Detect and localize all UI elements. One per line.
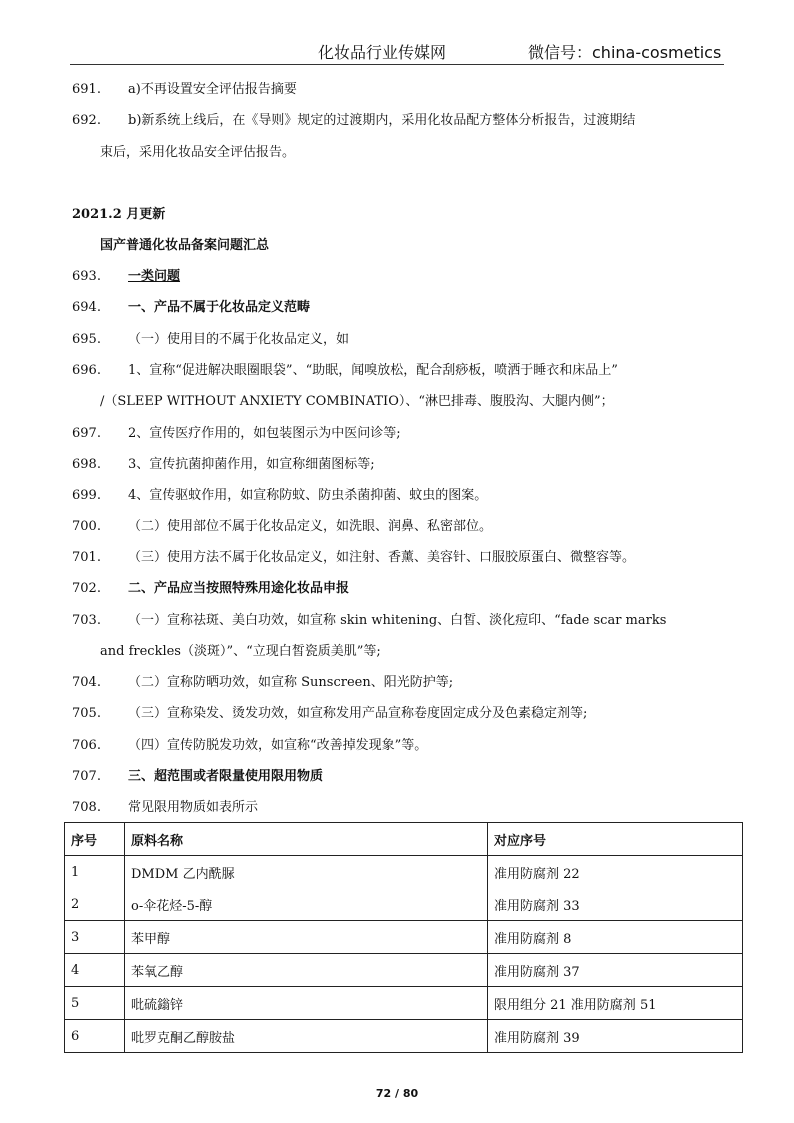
item-number: 694.: [72, 300, 101, 315]
item-number: 700.: [72, 519, 101, 534]
table-cell: 3: [65, 921, 125, 954]
table-cell: 准用防腐剂 33: [488, 888, 743, 921]
item-number: 699.: [72, 488, 101, 503]
table-cell: 6: [65, 1020, 125, 1053]
item-text: （四）宣传防脱发功效，如宣称“改善掉发现象”等。: [128, 738, 428, 753]
table-cell: 苯甲醇: [125, 921, 488, 954]
table-header-row: [65, 823, 743, 856]
item-number: 702.: [72, 581, 101, 596]
item-text: 1、宣称“促进解决眼圈眼袋”、“助眠，闻嗅放松，配合刮痧板，喷洒于睡衣和床品上”: [128, 363, 618, 378]
table-cell: DMDM 乙内酰脲: [125, 856, 488, 889]
subsection-heading: 一、产品不属于化妆品定义范畴: [128, 300, 311, 315]
table-row: [65, 987, 743, 1020]
item-number: 698.: [72, 457, 101, 472]
item-number: 703.: [72, 613, 101, 628]
table-cell: 准用防腐剂 37: [488, 954, 743, 987]
page-header: [70, 38, 724, 65]
item-text: 4、宣传驱蚊作用，如宣称防蚊、防虫杀菌抑菌、蚊虫的图案。: [128, 488, 488, 503]
category-heading: 一类问题: [128, 269, 181, 284]
table-cell: 1: [65, 856, 125, 889]
table-cell: 准用防腐剂 39: [488, 1020, 743, 1053]
section-title: 国产普通化妆品备案问题汇总: [100, 238, 270, 253]
table-cell: 准用防腐剂 8: [488, 921, 743, 954]
restricted-substances-table: [64, 822, 743, 1053]
item-number: 696.: [72, 363, 101, 378]
table-row: [65, 921, 743, 954]
item-continuation: and freckles（淡斑）”、“立现白皙瓷质美肌”等;: [100, 644, 381, 659]
table-cell: 限用组分 21 准用防腐剂 51: [488, 987, 743, 1020]
table-row: [65, 1020, 743, 1053]
item-number: 695.: [72, 332, 101, 347]
item-number: 697.: [72, 426, 101, 441]
table-cell: 苯氧乙醇: [125, 954, 488, 987]
column-header: 序号: [65, 823, 125, 856]
item-text: （三）宣称染发、烫发功效，如宣称发用产品宣称卷度固定成分及色素稳定剂等;: [128, 706, 588, 721]
table-cell: 准用防腐剂 22: [488, 856, 743, 889]
item-text: a)不再设置安全评估报告摘要: [128, 82, 297, 97]
item-number: 705.: [72, 706, 101, 721]
item-number: 707.: [72, 769, 101, 784]
subsection-heading: 二、产品应当按照特殊用途化妆品申报: [128, 581, 350, 596]
item-continuation: 束后，采用化妆品安全评估报告。: [100, 145, 296, 160]
page-number: 72 / 80: [375, 1087, 419, 1100]
wechat-id: 微信号：china-cosmetics: [528, 43, 722, 62]
item-text: 常见限用物质如表所示: [128, 800, 259, 815]
table-row: [65, 954, 743, 987]
table-cell: 吡硫鎓锌: [125, 987, 488, 1020]
subsection-heading: 三、超范围或者限量使用限用物质: [128, 769, 324, 784]
site-name: 化妆品行业传媒网: [318, 43, 447, 62]
table-cell: o-伞花烃-5-醇: [125, 888, 488, 921]
item-text: （二）使用部位不属于化妆品定义，如洗眼、润鼻、私密部位。: [128, 519, 493, 534]
table-cell: 吡罗克酮乙醇胺盐: [125, 1020, 488, 1053]
column-header: 对应序号: [488, 823, 743, 856]
item-number: 692.: [72, 113, 101, 128]
item-number: 704.: [72, 675, 101, 690]
item-text: （三）使用方法不属于化妆品定义，如注射、香薰、美容针、口服胶原蛋白、微整容等。: [128, 550, 636, 565]
item-continuation: /（SLEEP WITHOUT ANXIETY COMBINATIO）、“淋巴排毒、腹股沟、大腿内侧”；: [100, 394, 614, 409]
item-text: （二）宣称防晒功效，如宣称 Sunscreen、阳光防护等;: [128, 675, 454, 690]
item-text: b)新系统上线后，在《导则》规定的过渡期内，采用化妆品配方整体分析报告，过渡期结: [128, 113, 636, 128]
item-text: 2、宣传医疗作用的，如包装图示为中医问诊等;: [128, 426, 401, 441]
item-text: （一）使用目的不属于化妆品定义，如: [128, 332, 350, 347]
item-number: 693.: [72, 269, 101, 284]
table-row: [65, 856, 743, 889]
column-header: 原料名称: [125, 823, 488, 856]
item-number: 691.: [72, 82, 101, 97]
table-cell: 4: [65, 954, 125, 987]
item-text: 3、宣传抗菌抑菌作用，如宣称细菌图标等;: [128, 457, 375, 472]
item-number: 708.: [72, 800, 101, 815]
item-number: 706.: [72, 738, 101, 753]
item-text: （一）宣称祛斑、美白功效，如宣称 skin whitening、白皙、淡化痘印、“fade scar marks: [128, 613, 667, 628]
update-heading: 2021.2 月更新: [72, 207, 166, 222]
table-cell: 5: [65, 987, 125, 1020]
table-cell: 2: [65, 888, 125, 921]
table-row: [65, 888, 743, 921]
item-number: 701.: [72, 550, 101, 565]
